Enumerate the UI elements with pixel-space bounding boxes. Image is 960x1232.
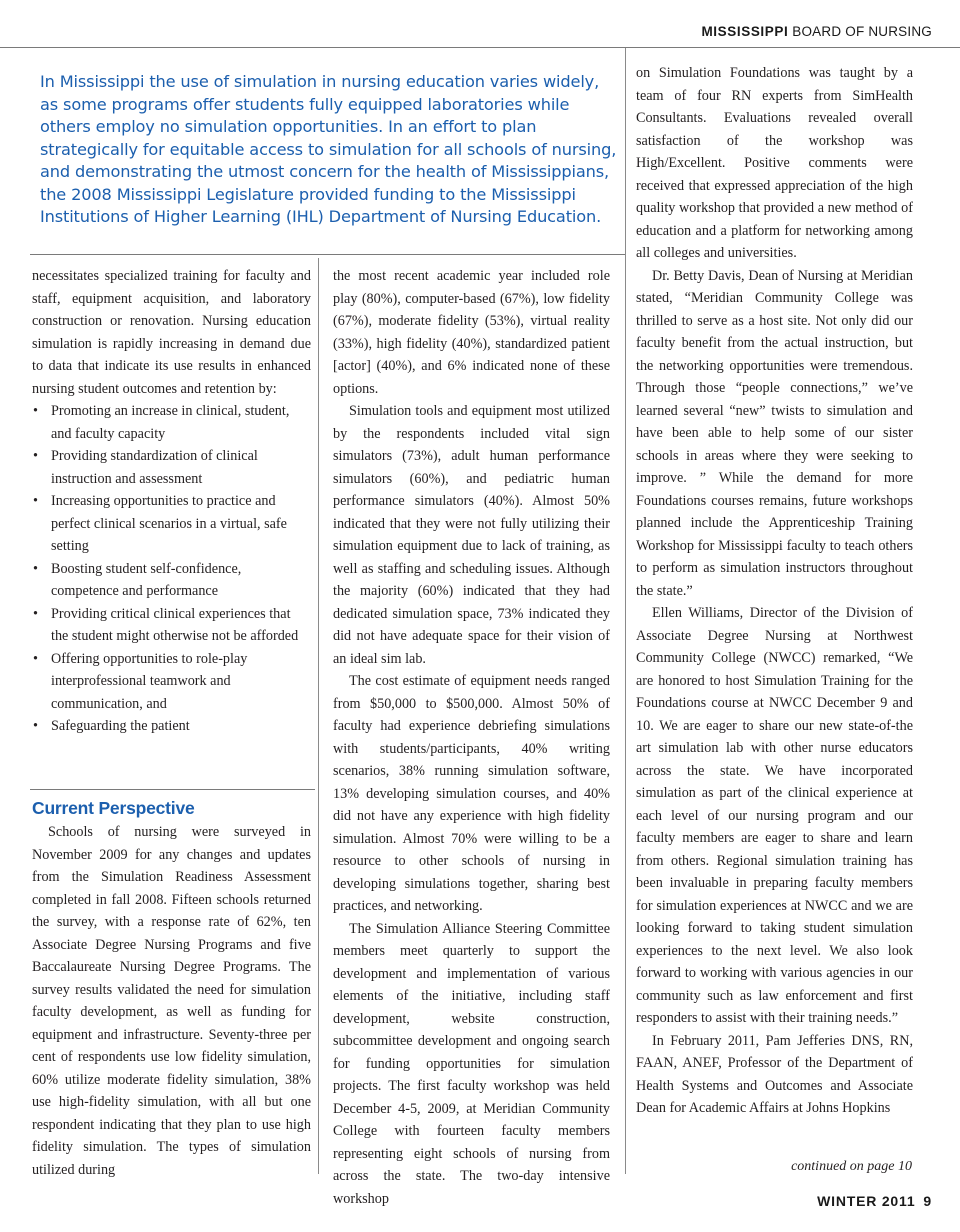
col3-paragraph-2: Dr. Betty Davis, Dean of Nursing at Meridian stated, “Meridian Community College was thrilled to serve as a host site. Not only did our faculty benefit from the actual instruction, but the networking opportunities were tremendous. Through those “people connections,” we’ve learned several “new” twists to simulation and have been able to help some of our sister schools in areas where they were seeking to improve. ” While the demand for more Foundations courses remains, future workshops planned include the Apprenticeship Training Workshop for Mississippi faculty to teach others to perform as simulation instructors throughout the state.” bbox=[636, 267, 913, 599]
col2-paragraph-2: Simulation tools and equipment most utilized by the respondents included vital sign simulators (73%), adult human performance simulators (60%), and pediatric human performance simulators (40%). Almost 50% indicated that they were not fully utilizing their simulation equipment due to lack of training, as well as staffing and scheduling issues. Although the majority (60%) indicated that they had dedicated simulation space, 73% indicated they did not have adequate space for their vision of an ideal sim lab. bbox=[333, 403, 610, 667]
column-3 bbox=[636, 62, 913, 1120]
col3-paragraph-3: Ellen Williams, Director of the Division of Associate Degree Nursing at Northwest Community College (NWCC) remarked, “We are honored to host Simulation Training for the Foundations course at NWCC December 9 and 10. We are eager to share our new state-of-the art simulation lab with other nurse educators across the state. We have incorporated simulation as part of the clinical experience at each level of our nursing program and our faculty members are eager to share and learn from others. Regional simulation training has been invaluable in preparing faculty members for simulation experiences at NWCC and we are looking forward to taking student simulation experiences to the next level. We also look forward to working with various agencies in our community such as law enforcement and first responders to assist with their training needs.” bbox=[636, 605, 913, 1026]
header-rest: BOARD OF NURSING bbox=[792, 24, 932, 39]
publication-header bbox=[701, 24, 932, 39]
page-number: 9 bbox=[923, 1193, 932, 1209]
header-org: MISSISSIPPI bbox=[701, 24, 789, 39]
col3-paragraph-4: In February 2011, Pam Jefferies DNS, RN, FAAN, ANEF, Professor of the Department of Health Systems and Outcomes and Associate Dean for Academic Affairs at Johns Hopkins bbox=[636, 1032, 913, 1116]
page-footer bbox=[817, 1193, 932, 1209]
list-item: • Providing standardization of clinical instruction and assessment bbox=[32, 445, 311, 490]
section-divider bbox=[30, 789, 315, 790]
column-1 bbox=[32, 265, 311, 738]
column-divider-2 bbox=[625, 48, 626, 1174]
column-divider-1 bbox=[318, 258, 319, 1174]
list-item: • Increasing opportunities to practice and perfect clinical scenarios in a virtual, safe setting bbox=[32, 490, 311, 558]
col2-paragraph-3: The cost estimate of equipment needs ranged from $50,000 to $500,000. Almost 50% of faculty had experience debriefing simulations with students/participants, 40% writing scenarios, 38% running simulation software, 13% developing simulation courses, and 40% did not have any experience with high fidelity simulation. Almost 70% were willing to be a resource to other schools of nursing in developing simulations together, sharing best practices, and networking. bbox=[333, 673, 610, 914]
col2-paragraph-4: The Simulation Alliance Steering Committee members meet quarterly to support the development and implementation of various elements of the initiative, including staff development, website construction, subcommittee development and ongoing search for funding opportunities for simulation projects. The first faculty workshop was held December 4-5, 2009, at Meridian Community College with fourteen faculty members representing eight schools of nursing from across the state. The two-day intensive workshop bbox=[333, 920, 610, 1207]
pull-quote: In Mississippi the use of simulation in nursing education varies widely, as some programs offer students fully equipped laboratories while others employ no simulation opportunities. In an effort to plan strategically for equitable access to simulation for all schools of nursing, and demonstrating the utmost concern for the health of Mississippians, the 2008 Mississippi Legislature provided funding to the Mississippi Institutions of Higher Learning (IHL) Department of Nursing Education. bbox=[40, 72, 617, 226]
column-2 bbox=[333, 265, 610, 1210]
col1-intro: necessitates specialized training for faculty and staff, equipment acquisition, and laboratory construction or renovation. Nursing education simulation is rapidly increasing in demand due to data that indicate its use results in enhanced nursing student outcomes and retention by: bbox=[32, 268, 311, 397]
header-divider bbox=[0, 47, 960, 48]
section-title: Current Perspective bbox=[32, 798, 195, 818]
col2-paragraph-1: the most recent academic year included role play (80%), computer-based (67%), low fidelity (67%), moderate fidelity (53%), virtual reality (33%), high fidelity (40%), standardized patient [actor] (40%), and 6% indicated none of these options. bbox=[333, 268, 610, 397]
list-item: • Boosting student self-confidence, competence and performance bbox=[32, 558, 311, 603]
list-item: • Safeguarding the patient bbox=[32, 715, 311, 738]
col3-paragraph-1: on Simulation Foundations was taught by a team of four RN experts from SimHealth Consultants. Evaluations revealed overall satisfaction of the workshop was High/Excellent. Positive comments were received that expressed appreciation of the high quality workshop that provided a new method of education and a platform for networking among all colleges and universities. bbox=[636, 65, 913, 261]
benefits-list bbox=[32, 400, 311, 738]
col1-body-paragraph: Schools of nursing were surveyed in November 2009 for any changes and updates from the Simulation Readiness Assessment completed in fall 2008. Fifteen schools returned the survey, with a response rate of 62%, ten Associate Degree Nursing Programs and five Baccalaureate Nursing Degree Programs. The survey results validated the need for simulation faculty development, as well as funding for equipment and infrastructure. Seventy-three per cent of respondents use low fidelity simulation, 60% utilize moderate fidelity simulation, 38% use high-fidelity simulation, with all but one respondent indicating that they plan to use high fidelity simulation. The types of simulation utilized during bbox=[32, 824, 311, 1178]
list-item: • Offering opportunities to role-play interprofessional teamwork and communication, and bbox=[32, 648, 311, 716]
pull-quote-divider bbox=[30, 254, 625, 255]
issue-label: WINTER 2011 bbox=[817, 1193, 916, 1209]
column-1-body bbox=[32, 821, 311, 1181]
list-item: • Providing critical clinical experiences that the student might otherwise not be afforded bbox=[32, 603, 311, 648]
continued-note: continued on page 10 bbox=[791, 1159, 912, 1174]
list-item: • Promoting an increase in clinical, student, and faculty capacity bbox=[32, 400, 311, 445]
